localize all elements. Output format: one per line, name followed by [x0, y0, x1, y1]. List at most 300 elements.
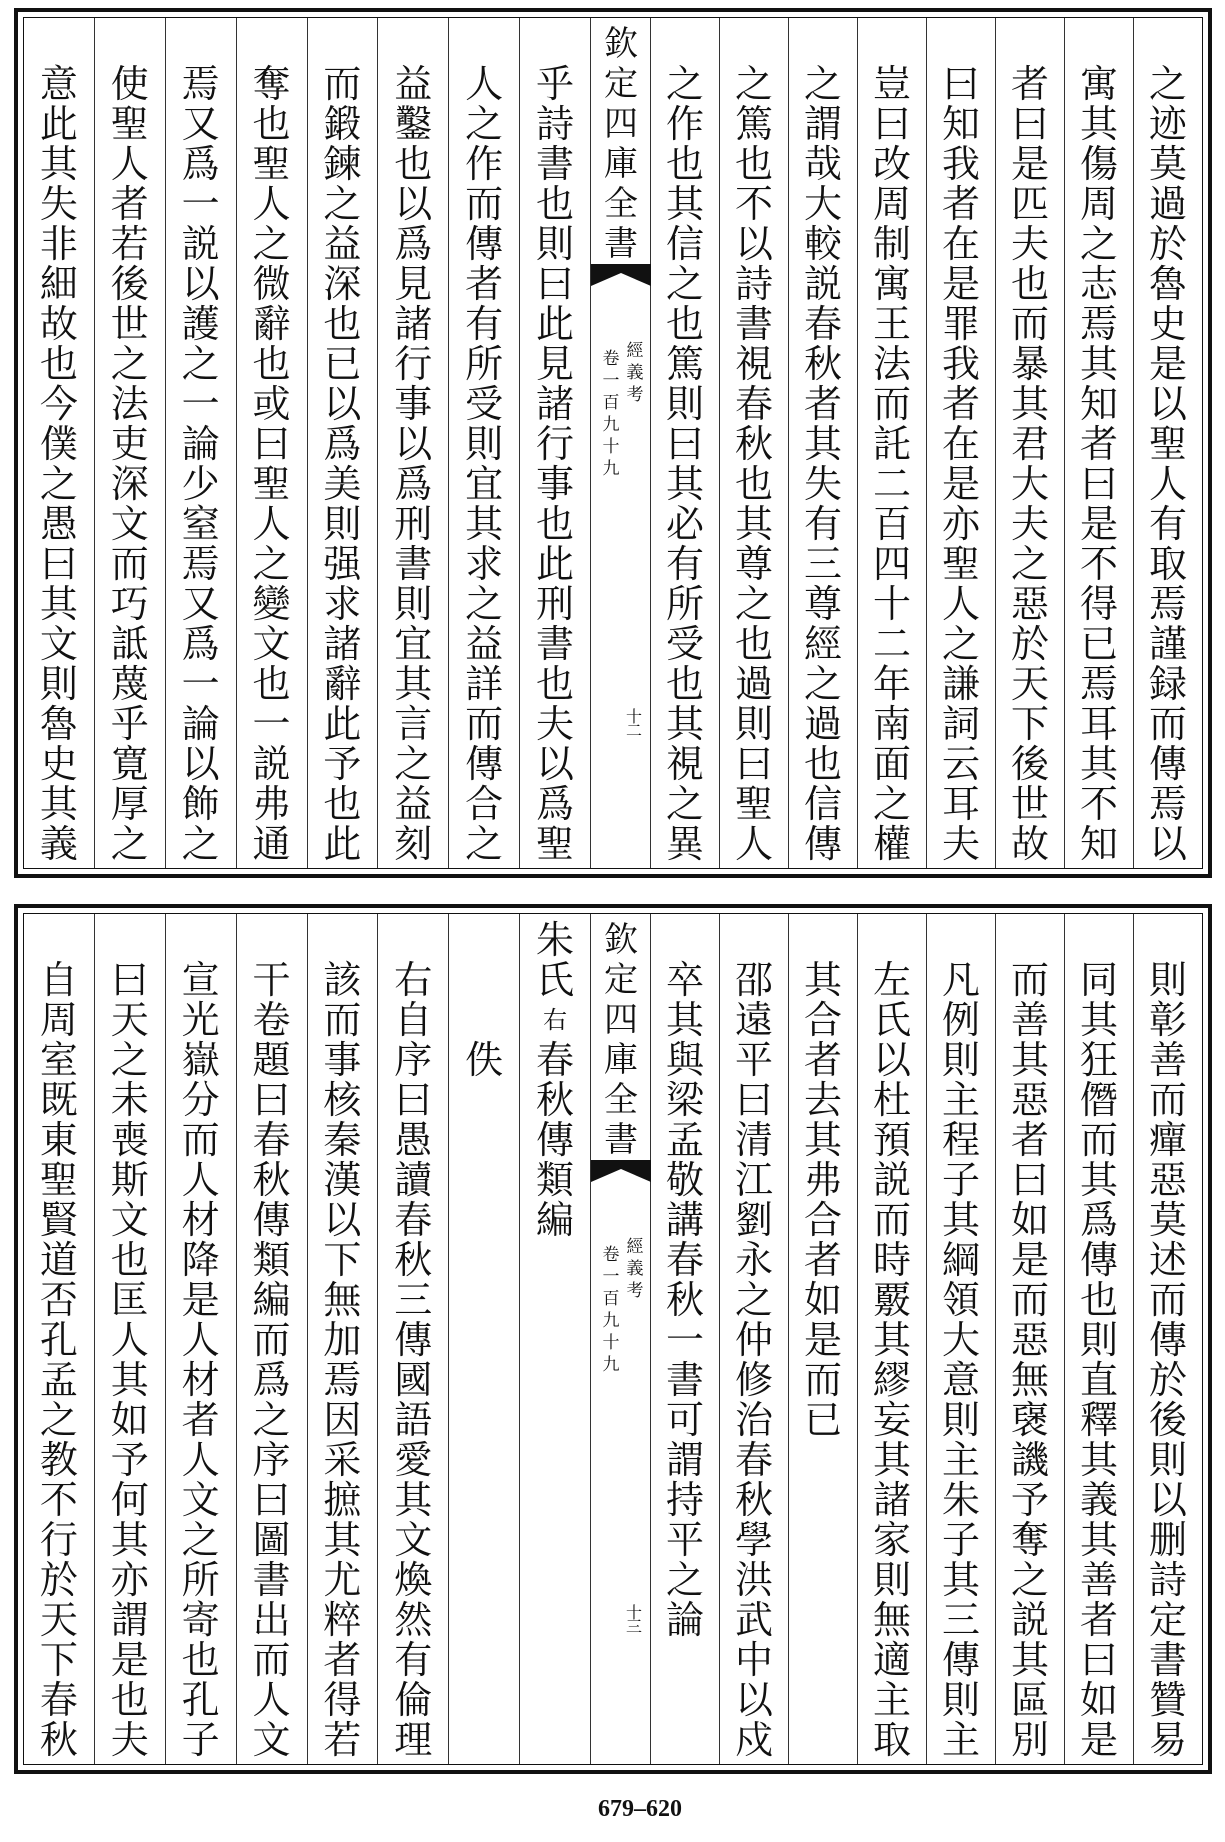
character: 之	[394, 742, 433, 786]
character: 直	[1079, 1358, 1118, 1402]
character: 罪	[941, 302, 980, 346]
character: 題	[252, 1038, 291, 1082]
character: 删	[1148, 1518, 1187, 1562]
character: 秋	[734, 422, 773, 466]
character: 彰	[1148, 998, 1187, 1042]
character: 以	[323, 1198, 362, 1242]
character: 亦	[941, 502, 980, 546]
character: 而	[1010, 302, 1049, 346]
text-column	[377, 18, 448, 868]
character: 之	[181, 1518, 220, 1562]
character: 國	[394, 1358, 433, 1402]
character: 是	[1148, 342, 1187, 386]
character: 以	[1148, 1478, 1187, 1522]
character: 學	[734, 1518, 773, 1562]
text-column	[448, 18, 519, 868]
character: 聖	[252, 462, 291, 506]
character: 夫	[941, 822, 980, 866]
character: 其	[394, 662, 433, 706]
character: 其	[323, 1518, 362, 1562]
character: 室	[39, 1038, 78, 1082]
character: 行	[394, 342, 433, 386]
character: 弗	[252, 782, 291, 826]
character: 佚	[465, 1038, 504, 1082]
character: 有	[394, 1638, 433, 1682]
character: 一	[181, 182, 220, 226]
text-frame	[23, 17, 1203, 869]
character: 説	[1010, 1598, 1049, 1642]
character: 此	[536, 542, 575, 586]
character: 予	[1010, 1478, 1049, 1522]
character: 益	[394, 62, 433, 106]
character: 失	[803, 462, 842, 506]
entry-status-column	[448, 914, 519, 1764]
character: 定	[604, 64, 638, 104]
character: 之	[734, 62, 773, 106]
text-column	[377, 914, 448, 1764]
character: 云	[941, 742, 980, 786]
character: 以	[536, 742, 575, 786]
character: 强	[323, 542, 362, 586]
character: 之	[665, 782, 704, 826]
character: 此	[536, 302, 575, 346]
character: 受	[465, 382, 504, 426]
character: 百	[602, 1289, 620, 1309]
character: 哉	[803, 142, 842, 186]
character: 謂	[803, 102, 842, 146]
character: 自	[394, 998, 433, 1042]
character: 又	[181, 102, 220, 146]
character: 辭	[323, 662, 362, 706]
character: 右	[394, 958, 433, 1002]
center-fold-column	[590, 914, 650, 1764]
character: 曰	[872, 102, 911, 146]
character: 教	[39, 1438, 78, 1482]
character: 之	[181, 342, 220, 386]
character: 四	[604, 104, 638, 144]
character: 愚	[394, 1118, 433, 1162]
character: 大	[803, 182, 842, 226]
character: 因	[323, 1398, 362, 1442]
character: 二	[872, 622, 911, 666]
text-column	[857, 914, 926, 1764]
character: 也	[536, 182, 575, 226]
fishtail-mark	[591, 264, 651, 286]
character: 傳	[1148, 1318, 1187, 1362]
character: 右	[543, 1006, 568, 1034]
character: 我	[941, 342, 980, 386]
character: 匹	[1010, 182, 1049, 226]
character: 通	[252, 822, 291, 866]
character: 定	[604, 960, 638, 1000]
character: 則	[465, 422, 504, 466]
character: 也	[252, 342, 291, 386]
character: 辭	[252, 302, 291, 346]
character: 諸	[394, 302, 433, 346]
character: 春	[803, 302, 842, 346]
character: 豈	[872, 62, 911, 106]
character: 定	[1148, 1598, 1187, 1642]
text-column	[24, 18, 94, 868]
character: 詩	[1148, 1558, 1187, 1602]
character: 文	[110, 502, 149, 546]
character: 其	[803, 1118, 842, 1162]
character: 采	[323, 1438, 362, 1482]
character: 預	[872, 1118, 911, 1162]
text-column	[788, 18, 857, 868]
character: 下	[39, 1638, 78, 1682]
character: 則	[941, 1398, 980, 1442]
character: 則	[39, 662, 78, 706]
character: 焉	[181, 62, 220, 106]
character: 聖	[39, 1158, 78, 1202]
character: 其	[941, 1558, 980, 1602]
character: 洪	[734, 1558, 773, 1602]
character: 庫	[604, 144, 638, 184]
character: 朱	[536, 918, 575, 962]
column-text	[1134, 64, 1202, 864]
column-text	[789, 960, 857, 1440]
character: 此	[39, 102, 78, 146]
character: 也	[734, 462, 773, 506]
character: 人	[110, 142, 149, 186]
character: 予	[110, 1438, 149, 1482]
column-text	[166, 64, 236, 864]
character: 序	[394, 1038, 433, 1082]
character: 其	[665, 702, 704, 746]
character: 曰	[1079, 462, 1118, 506]
character: 之	[734, 582, 773, 626]
character: 傷	[1079, 142, 1118, 186]
text-column	[995, 18, 1064, 868]
character: 愛	[394, 1438, 433, 1482]
character: 取	[872, 1718, 911, 1762]
character: 爲	[323, 422, 362, 466]
character: 弗	[803, 1158, 842, 1202]
character: 於	[1010, 622, 1049, 666]
character: 綱	[941, 1238, 980, 1282]
character: 序	[252, 1438, 291, 1482]
character: 曰	[252, 1478, 291, 1522]
character: 持	[665, 1478, 704, 1522]
character: 十	[872, 582, 911, 626]
character: 仲	[734, 1318, 773, 1362]
character: 也	[252, 102, 291, 146]
character: 之	[181, 822, 220, 866]
character: 聖	[536, 822, 575, 866]
character: 求	[465, 542, 504, 586]
character: 人	[181, 1318, 220, 1362]
character: 善	[1148, 1038, 1187, 1082]
character: 改	[872, 142, 911, 186]
character: 其	[941, 1198, 980, 1242]
character: 善	[1010, 998, 1049, 1042]
character: 書	[536, 142, 575, 186]
character: 刑	[536, 582, 575, 626]
character: 鑿	[394, 102, 433, 146]
character: 謂	[665, 1438, 704, 1482]
character: 曰	[110, 958, 149, 1002]
character: 其	[1079, 998, 1118, 1042]
character: 十	[625, 707, 642, 726]
character: 倫	[394, 1678, 433, 1722]
character: 今	[39, 382, 78, 426]
character: 此	[323, 702, 362, 746]
character: 寓	[1079, 62, 1118, 106]
character: 細	[39, 262, 78, 306]
character: 遠	[734, 998, 773, 1042]
center-fold-column	[590, 18, 650, 868]
character: 程	[941, 1118, 980, 1162]
character: 義	[626, 1259, 644, 1279]
character: 全	[604, 1080, 638, 1120]
character: 癉	[1148, 1118, 1187, 1162]
character: 之	[465, 822, 504, 866]
character: 之	[110, 342, 149, 386]
character: 傳	[394, 1318, 433, 1362]
character: 其	[872, 1438, 911, 1482]
volume-label	[599, 348, 623, 480]
entry-heading-column	[519, 914, 590, 1764]
character: 傳	[536, 1118, 575, 1162]
character: 十	[602, 437, 620, 457]
character: 經	[626, 341, 644, 361]
character: 詩	[734, 262, 773, 306]
character: 文	[394, 1518, 433, 1562]
character: 而	[465, 702, 504, 746]
character: 中	[734, 1638, 773, 1682]
character: 鍛	[323, 102, 362, 146]
character: 不	[1079, 542, 1118, 586]
character: 説	[872, 1158, 911, 1202]
character: 傳	[941, 1638, 980, 1682]
character: 江	[734, 1158, 773, 1202]
character: 也	[323, 302, 362, 346]
character: 是	[110, 1638, 149, 1682]
entry-author-given-name	[520, 1000, 590, 1040]
character: 信	[803, 782, 842, 826]
character: 史	[39, 742, 78, 786]
folio-number	[621, 707, 647, 740]
character: 述	[1148, 1238, 1187, 1282]
character: 卷	[602, 1245, 620, 1265]
left-text-block	[24, 18, 590, 868]
character: 也	[110, 1238, 149, 1282]
character: 之	[252, 542, 291, 586]
character: 變	[252, 582, 291, 626]
character: 刻	[394, 822, 433, 866]
character: 託	[872, 422, 911, 466]
character: 後	[110, 262, 149, 306]
character: 左	[872, 958, 911, 1002]
character: 焉	[181, 542, 220, 586]
character: 其	[465, 502, 504, 546]
character: 夫	[1010, 222, 1049, 266]
character: 圖	[252, 1518, 291, 1562]
character: 周	[1079, 182, 1118, 226]
character: 爲	[252, 1358, 291, 1402]
character: 其	[1010, 1638, 1049, 1682]
character: 聖	[252, 142, 291, 186]
character: 以	[872, 1038, 911, 1082]
entry-status	[449, 1040, 519, 1080]
character: 曰	[1010, 102, 1049, 146]
character: 曰	[536, 262, 575, 306]
character: 考	[626, 1281, 644, 1301]
character: 卷	[252, 998, 291, 1042]
character: 不	[1079, 782, 1118, 826]
entry-book-title	[520, 1040, 590, 1240]
character: 視	[734, 342, 773, 386]
character: 又	[181, 582, 220, 626]
character: 論	[181, 422, 220, 466]
character: 無	[1010, 1358, 1049, 1402]
character: 十	[602, 1333, 620, 1353]
character: 出	[252, 1598, 291, 1642]
character: 以	[323, 382, 362, 426]
character: 其	[803, 422, 842, 466]
column-text	[237, 64, 307, 864]
character: 世	[1010, 782, 1049, 826]
column-text	[95, 960, 165, 1760]
character: 則	[872, 1558, 911, 1602]
character: 聖	[1148, 422, 1187, 466]
character: 如	[1010, 1198, 1049, 1242]
character: 謙	[941, 662, 980, 706]
character: 書	[665, 1358, 704, 1402]
character: 曰	[252, 422, 291, 466]
left-text-block	[24, 914, 590, 1764]
character: 春	[252, 1118, 291, 1162]
text-column	[94, 914, 165, 1764]
character: 之	[465, 102, 504, 146]
character: 分	[181, 1078, 220, 1122]
column-text	[378, 960, 448, 1760]
character: 吏	[110, 422, 149, 466]
character: 在	[941, 222, 980, 266]
text-column	[236, 914, 307, 1764]
character: 迹	[1148, 102, 1187, 146]
character: 法	[872, 342, 911, 386]
character: 以	[394, 182, 433, 226]
character: 其	[1079, 342, 1118, 386]
character: 而	[465, 182, 504, 226]
character: 漢	[323, 1158, 362, 1202]
character: 事	[536, 462, 575, 506]
character: 曰	[252, 1078, 291, 1122]
character: 義	[626, 363, 644, 383]
character: 文	[110, 1198, 149, 1242]
character: 之	[941, 622, 980, 666]
character: 者	[941, 182, 980, 226]
text-column	[926, 18, 995, 868]
character: 卷	[602, 349, 620, 369]
character: 有	[1148, 502, 1187, 546]
character: 十	[625, 1603, 642, 1622]
text-column	[236, 18, 307, 868]
character: 宣	[181, 958, 220, 1002]
column-text	[1134, 960, 1202, 1760]
character: 其	[734, 502, 773, 546]
character: 事	[394, 382, 433, 426]
character: 焉	[1079, 302, 1118, 346]
character: 曰	[39, 542, 78, 586]
character: 下	[323, 1238, 362, 1282]
character: 惡	[1010, 582, 1049, 626]
character: 説	[803, 262, 842, 306]
character: 篤	[665, 342, 704, 386]
collection-title	[591, 920, 651, 1160]
character: 一	[665, 1318, 704, 1362]
character: 一	[252, 702, 291, 746]
character: 語	[394, 1398, 433, 1442]
character: 秋	[39, 1718, 78, 1762]
character: 行	[536, 422, 575, 466]
character: 書	[252, 1558, 291, 1602]
character: 是	[181, 1278, 220, 1322]
character: 奪	[1010, 1518, 1049, 1562]
character: 者	[1079, 422, 1118, 466]
column-text	[1065, 64, 1133, 864]
character: 平	[665, 1518, 704, 1562]
character: 護	[181, 302, 220, 346]
column-text	[858, 960, 926, 1760]
character: 同	[1079, 958, 1118, 1002]
character: 故	[1010, 822, 1049, 866]
text-column	[165, 914, 236, 1764]
character: 讀	[394, 1158, 433, 1202]
character: 益	[465, 622, 504, 666]
character: 美	[323, 462, 362, 506]
character: 子	[181, 1718, 220, 1762]
character: 或	[252, 382, 291, 426]
character: 天	[110, 998, 149, 1042]
character: 武	[734, 1598, 773, 1642]
character: 修	[734, 1358, 773, 1402]
character: 者	[181, 1398, 220, 1442]
character: 見	[536, 342, 575, 386]
character: 義	[39, 822, 78, 866]
character: 曰	[941, 62, 980, 106]
character: 詳	[465, 662, 504, 706]
character: 行	[39, 1518, 78, 1562]
character: 其	[1010, 382, 1049, 426]
character: 九	[602, 1311, 620, 1331]
character: 詞	[941, 702, 980, 746]
character: 而	[323, 62, 362, 106]
character: 四	[872, 542, 911, 586]
character: 秋	[536, 1078, 575, 1122]
column-text	[24, 64, 94, 864]
character: 是	[941, 262, 980, 306]
character: 三	[803, 542, 842, 586]
column-text	[651, 64, 719, 864]
character: 三	[625, 1617, 642, 1636]
character: 書	[1148, 1638, 1187, 1682]
character: 家	[872, 1518, 911, 1562]
character: 後	[1148, 1398, 1187, 1442]
character: 自	[39, 958, 78, 1002]
character: 春	[665, 1238, 704, 1282]
character: 其	[803, 958, 842, 1002]
character: 該	[323, 958, 362, 1002]
column-text	[651, 960, 719, 1640]
character: 者	[803, 382, 842, 426]
character: 永	[734, 1238, 773, 1282]
character: 於	[1148, 1358, 1187, 1402]
character: 作	[465, 142, 504, 186]
character: 譏	[1010, 1438, 1049, 1482]
